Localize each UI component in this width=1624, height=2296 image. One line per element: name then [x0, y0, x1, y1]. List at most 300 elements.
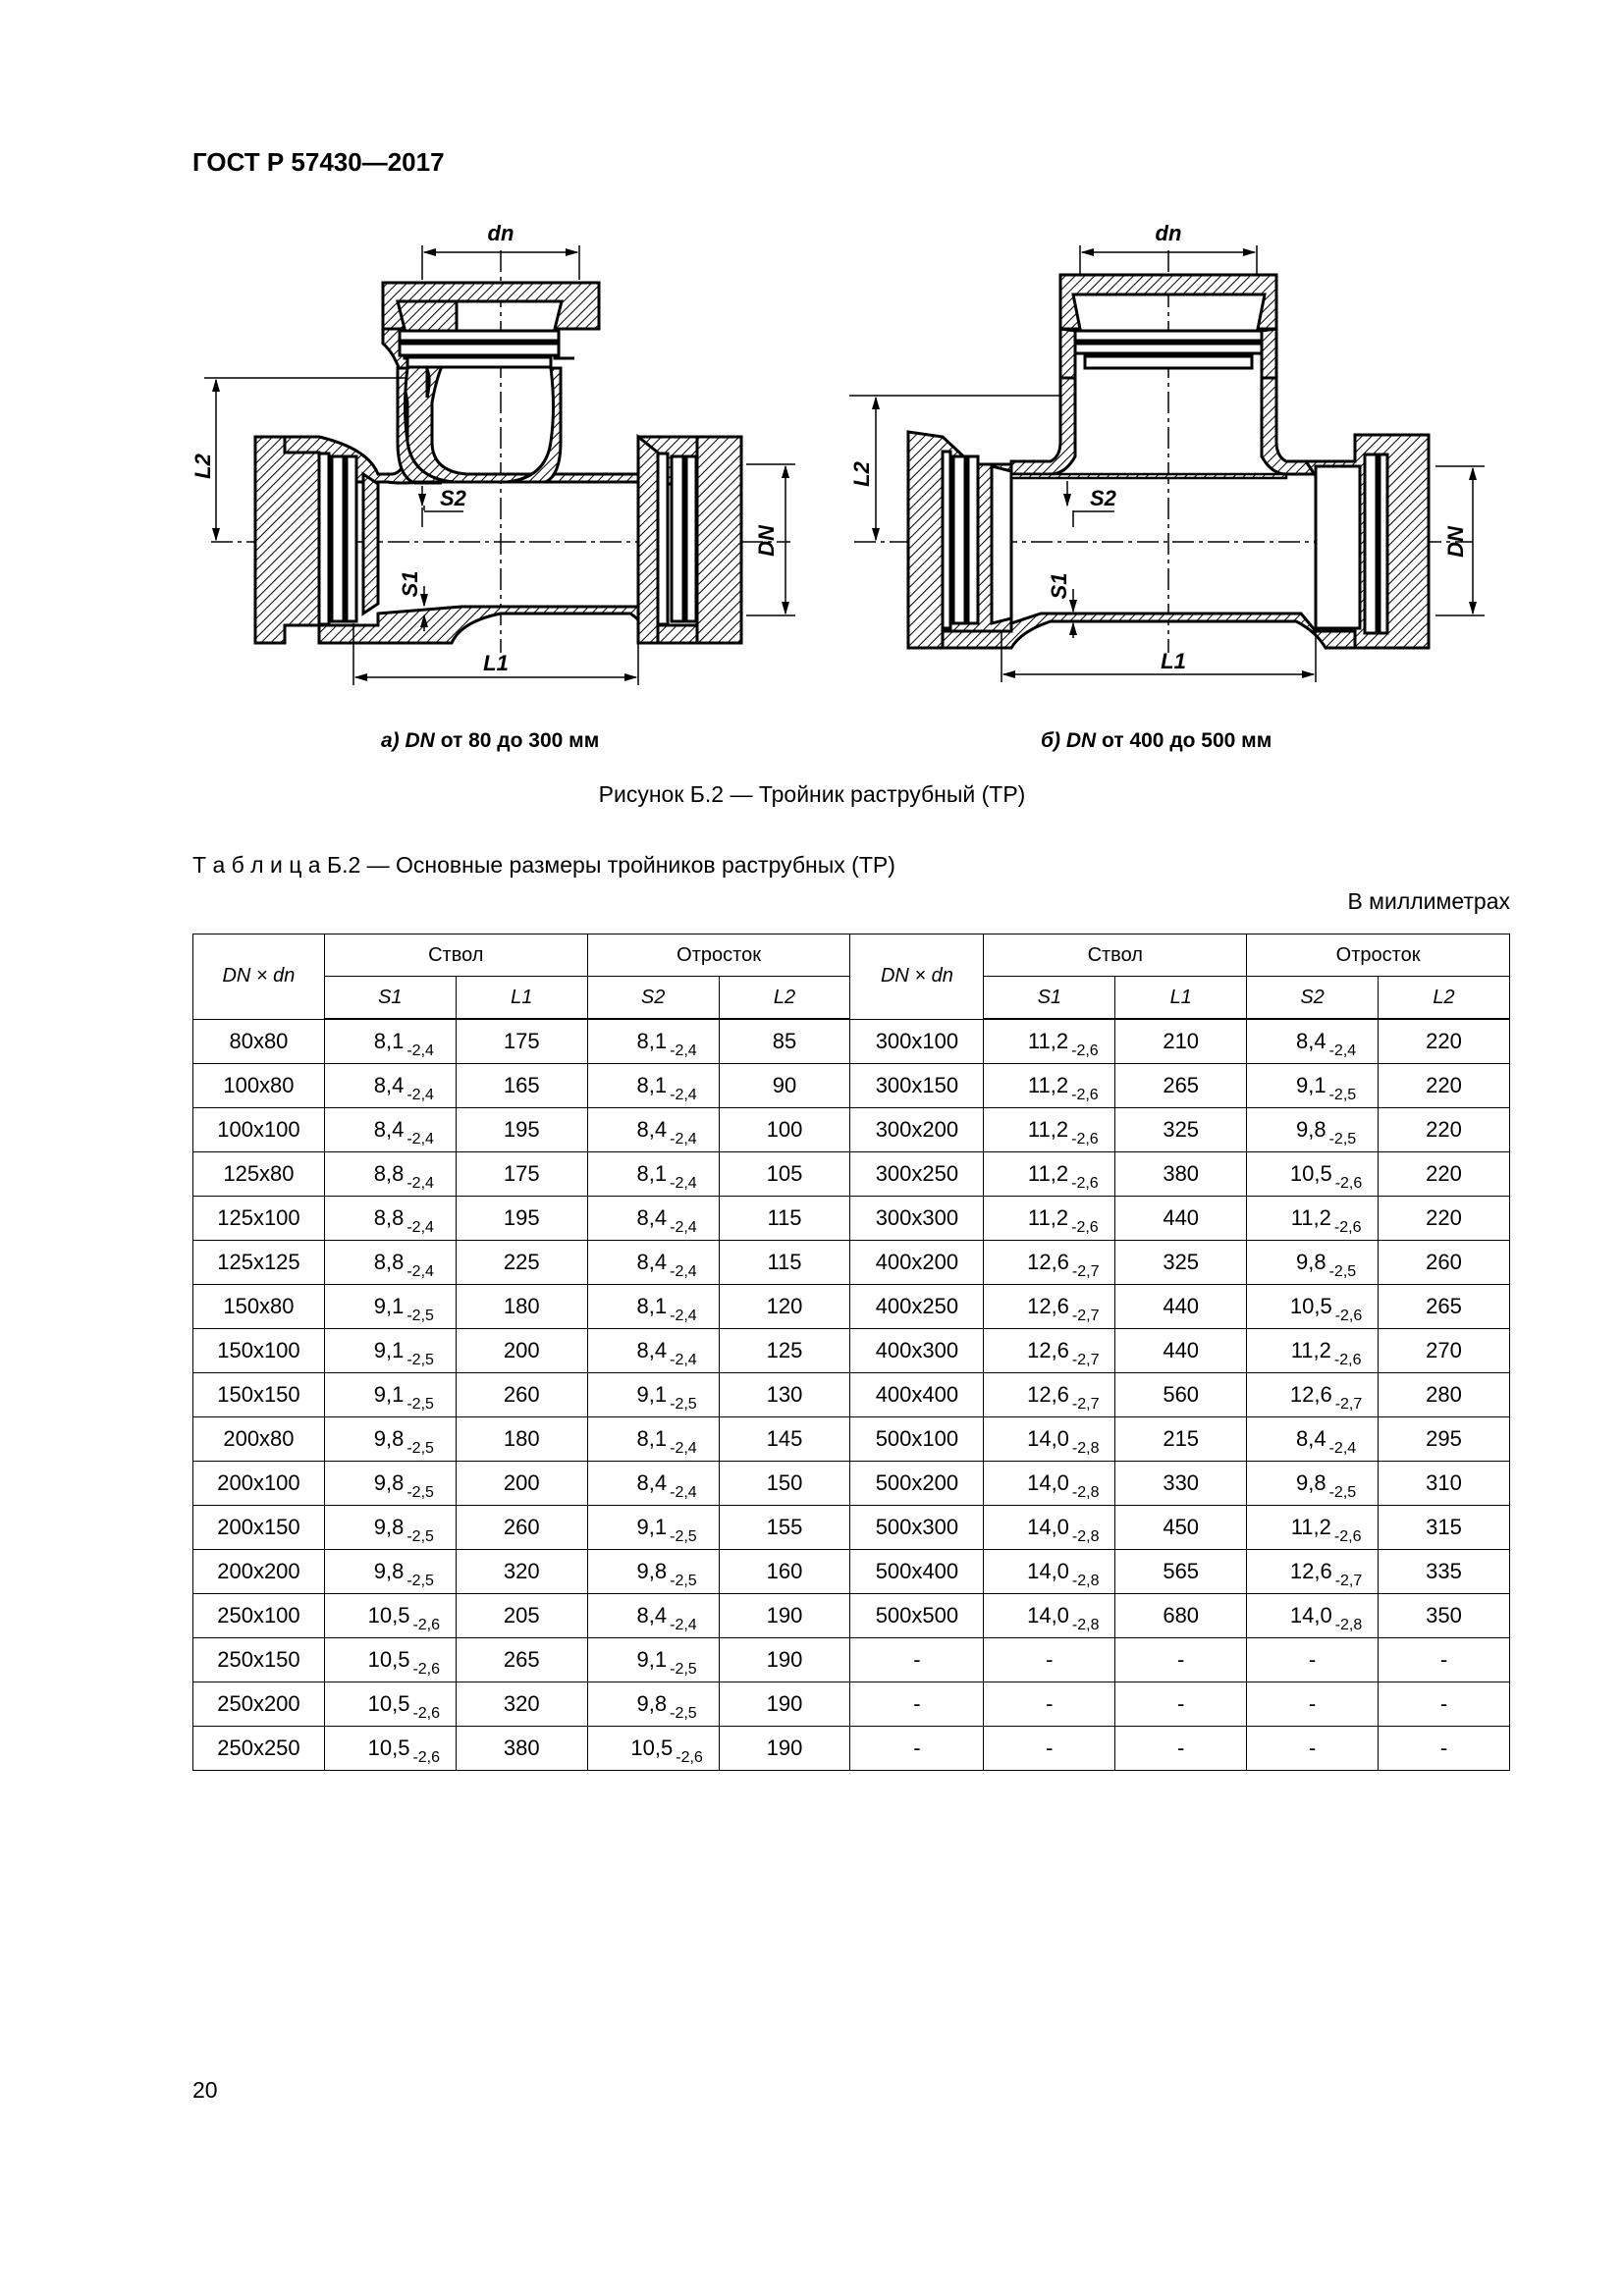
- table-row: [193, 1638, 1510, 1682]
- table-cell: 300x250: [850, 1152, 984, 1197]
- cell-value: 8,4: [636, 1470, 668, 1495]
- cell-tolerance: -2,6: [1334, 1175, 1363, 1192]
- table-cell: [587, 1638, 719, 1682]
- caption-a-dn: DN: [405, 729, 435, 752]
- table-cell: 210: [1115, 1019, 1247, 1064]
- cell-tolerance: -2,6: [1334, 1308, 1363, 1324]
- cell-value: 8,1: [636, 1029, 668, 1053]
- table-cell: 220: [1379, 1152, 1510, 1197]
- cell-value: 14,0: [1027, 1559, 1069, 1583]
- cell-value: 9,8: [373, 1470, 405, 1495]
- table-cell: -: [850, 1727, 984, 1771]
- table-cell: 205: [456, 1594, 587, 1638]
- cell-value: 9,8: [1296, 1250, 1326, 1274]
- table-cell: 125: [719, 1329, 850, 1373]
- cell-value: 9,8: [1296, 1470, 1326, 1495]
- label-s1-b: S1: [1047, 572, 1071, 600]
- cell-value: 10,5: [1289, 1294, 1332, 1318]
- cell-value: 14,0: [1027, 1470, 1069, 1495]
- cell-value: 14,0: [1027, 1515, 1069, 1539]
- cell-tolerance: -2,5: [406, 1573, 434, 1589]
- table-cell: [324, 1329, 456, 1373]
- table-cell: 265: [1379, 1285, 1510, 1329]
- cell-tolerance: -2,7: [1071, 1352, 1100, 1368]
- header-dn-x-dn-right: DN × dn: [850, 934, 984, 1020]
- table-cell: -: [1247, 1727, 1379, 1771]
- table-cell: 200x200: [193, 1550, 325, 1594]
- table-cell: 195: [456, 1197, 587, 1241]
- table-cell: [1247, 1373, 1379, 1417]
- table-cell: 320: [456, 1682, 587, 1727]
- cell-tolerance: -2,4: [670, 1087, 697, 1103]
- cell-tolerance: -2,8: [1071, 1484, 1100, 1501]
- table-cell: [324, 1417, 456, 1462]
- table-cell: 300x100: [850, 1019, 984, 1064]
- table-cell: [324, 1727, 456, 1771]
- table-cell: 85: [719, 1019, 850, 1064]
- cell-value: 8,4: [636, 1338, 668, 1362]
- table-cell: 500x400: [850, 1550, 984, 1594]
- header-s1-left: S1: [324, 977, 456, 1020]
- table-cell: [1247, 1152, 1379, 1197]
- technical-drawing: [190, 221, 1502, 721]
- table-cell: 335: [1379, 1550, 1510, 1594]
- table-row: [193, 1241, 1510, 1285]
- label-s2-b: S2: [1090, 486, 1116, 510]
- caption-b: [1041, 729, 1272, 753]
- table-cell: 680: [1115, 1594, 1247, 1638]
- table-cell: -: [984, 1727, 1115, 1771]
- table-cell: [324, 1550, 456, 1594]
- table-cell: 150: [719, 1462, 850, 1506]
- header-stvol-right: Ствол: [984, 934, 1247, 977]
- table-cell: [587, 1462, 719, 1506]
- table-cell: [984, 1462, 1115, 1506]
- cell-value: 12,6: [1027, 1338, 1069, 1362]
- label-l1-a: L1: [483, 651, 509, 675]
- tee-drawings: [190, 221, 1502, 721]
- table-cell: 115: [719, 1241, 850, 1285]
- table-cell: 400x300: [850, 1329, 984, 1373]
- header-otrostok-left: Отросток: [587, 934, 850, 977]
- cell-tolerance: -2,7: [1071, 1263, 1100, 1280]
- table-row: [193, 1594, 1510, 1638]
- header-l2-right: L2: [1379, 977, 1510, 1020]
- table-cell: [324, 1064, 456, 1108]
- cell-tolerance: -2,7: [1071, 1308, 1100, 1324]
- table-cell: 200: [456, 1462, 587, 1506]
- table-cell: 265: [456, 1638, 587, 1682]
- table-cell: -: [1379, 1638, 1510, 1682]
- cell-value: 8,4: [636, 1205, 668, 1230]
- table-cell: [1247, 1108, 1379, 1152]
- table-cell: 125x100: [193, 1197, 325, 1241]
- cell-tolerance: -2,5: [406, 1396, 434, 1413]
- table-cell: 260: [456, 1373, 587, 1417]
- table-cell: 440: [1115, 1285, 1247, 1329]
- cell-tolerance: -2,6: [1071, 1175, 1099, 1192]
- table-cell: 175: [456, 1019, 587, 1064]
- table-cell: 215: [1115, 1417, 1247, 1462]
- table-row: [193, 1064, 1510, 1108]
- table-cell: 280: [1379, 1373, 1510, 1417]
- header-dn-x-dn-left: DN × dn: [193, 934, 325, 1020]
- table-cell: 220: [1379, 1108, 1510, 1152]
- cell-tolerance: -2,4: [670, 1617, 697, 1633]
- table-cell: [1247, 1462, 1379, 1506]
- table-row: [193, 1682, 1510, 1727]
- table-cell: [1247, 1594, 1379, 1638]
- caption-b-text: от 400 до 500 мм: [1096, 729, 1272, 752]
- table-cell: 190: [719, 1682, 850, 1727]
- table-cell: 250x250: [193, 1727, 325, 1771]
- table-cell: [1247, 1506, 1379, 1550]
- table-cell: [324, 1241, 456, 1285]
- table-row: [193, 1727, 1510, 1771]
- cell-value: 9,1: [373, 1294, 405, 1318]
- table-row: [193, 1373, 1510, 1417]
- table-cell: [587, 1506, 719, 1550]
- table-cell: 125x80: [193, 1152, 325, 1197]
- cell-value: 12,6: [1289, 1382, 1332, 1407]
- label-dn-big-b: DN: [1443, 526, 1468, 558]
- table-cell: 220: [1379, 1019, 1510, 1064]
- cell-tolerance: -2,6: [1071, 1219, 1099, 1236]
- table-row: [193, 1108, 1510, 1152]
- cell-tolerance: -2,5: [670, 1528, 697, 1545]
- table-cell: 565: [1115, 1550, 1247, 1594]
- cell-tolerance: -2,8: [1071, 1440, 1100, 1457]
- cell-value: 8,4: [1296, 1426, 1326, 1451]
- cell-value: 8,1: [373, 1029, 405, 1053]
- cell-value: 8,1: [636, 1294, 668, 1318]
- table-cell: 130: [719, 1373, 850, 1417]
- table-cell: [587, 1727, 719, 1771]
- table-cell: -: [984, 1682, 1115, 1727]
- table-cell: 100x80: [193, 1064, 325, 1108]
- table-row: [193, 1197, 1510, 1241]
- table-cell: [324, 1462, 456, 1506]
- table-cell: 500x500: [850, 1594, 984, 1638]
- cell-value: 9,8: [373, 1559, 405, 1583]
- table-cell: 115: [719, 1197, 850, 1241]
- cell-tolerance: -2,4: [1328, 1440, 1357, 1457]
- cell-tolerance: -2,4: [406, 1087, 434, 1103]
- table-cell: 320: [456, 1550, 587, 1594]
- cell-tolerance: -2,4: [670, 1484, 697, 1501]
- cell-tolerance: -2,5: [406, 1528, 434, 1545]
- cell-tolerance: -2,4: [406, 1175, 434, 1192]
- cell-tolerance: -2,6: [412, 1705, 441, 1722]
- table-cell: [984, 1152, 1115, 1197]
- table-cell: 300x300: [850, 1197, 984, 1241]
- cell-value: 8,8: [373, 1205, 405, 1230]
- table-cell: [984, 1108, 1115, 1152]
- table-cell: [984, 1594, 1115, 1638]
- table-cell: 220: [1379, 1197, 1510, 1241]
- caption-b-dn: DN: [1065, 729, 1097, 752]
- table-cell: [1247, 1019, 1379, 1064]
- cell-tolerance: -2,4: [1328, 1042, 1357, 1059]
- table-cell: [1247, 1417, 1379, 1462]
- table-cell: 225: [456, 1241, 587, 1285]
- header-stvol-left: Ствол: [324, 934, 587, 977]
- table-cell: 380: [456, 1727, 587, 1771]
- table-cell: -: [984, 1638, 1115, 1682]
- cell-tolerance: -2,4: [670, 1352, 697, 1368]
- table-cell: 175: [456, 1152, 587, 1197]
- label-l1-b: L1: [1161, 649, 1186, 673]
- cell-tolerance: -2,4: [406, 1042, 434, 1059]
- cell-value: 10,5: [367, 1691, 410, 1716]
- table-cell: [324, 1108, 456, 1152]
- cell-value: 11,2: [1027, 1161, 1069, 1186]
- caption-a-text: от 80 до 300 мм: [434, 729, 600, 752]
- cell-value: 14,0: [1027, 1426, 1069, 1451]
- table-cell: [984, 1550, 1115, 1594]
- cell-tolerance: -2,6: [1333, 1528, 1362, 1545]
- table-cell: 315: [1379, 1506, 1510, 1550]
- table-cell: [984, 1329, 1115, 1373]
- cell-tolerance: -2,8: [1071, 1573, 1100, 1589]
- cell-tolerance: -2,8: [1334, 1617, 1363, 1633]
- table-cell: 195: [456, 1108, 587, 1152]
- cell-value: 9,8: [373, 1515, 405, 1539]
- cell-value: 8,1: [636, 1426, 668, 1451]
- cell-tolerance: -2,6: [412, 1749, 441, 1766]
- table-cell: 260: [1379, 1241, 1510, 1285]
- header-s2-left: S2: [587, 977, 719, 1020]
- table-cell: 180: [456, 1417, 587, 1462]
- cell-tolerance: -2,5: [406, 1440, 434, 1457]
- caption-b-prefix: б): [1041, 729, 1066, 752]
- table-cell: -: [1115, 1638, 1247, 1682]
- table-cell: 200x80: [193, 1417, 325, 1462]
- table-title: Т а б л и ц а Б.2 — Основные размеры тройников раструбных (ТР): [192, 852, 895, 878]
- cell-tolerance: -2,6: [1333, 1219, 1362, 1236]
- table-cell: 150x100: [193, 1329, 325, 1373]
- table-cell: [984, 1506, 1115, 1550]
- header-l2-left: L2: [719, 977, 850, 1020]
- cell-value: 9,8: [636, 1559, 668, 1583]
- cell-value: 9,1: [373, 1382, 405, 1407]
- table-cell: [324, 1594, 456, 1638]
- table-cell: 400x400: [850, 1373, 984, 1417]
- cell-value: 9,8: [1296, 1117, 1326, 1142]
- table-cell: 330: [1115, 1462, 1247, 1506]
- cell-value: 12,6: [1027, 1294, 1069, 1318]
- drawing-b: [849, 221, 1485, 682]
- table-cell: 180: [456, 1285, 587, 1329]
- cell-value: 8,4: [636, 1117, 668, 1142]
- label-dn-big-a: DN: [754, 525, 779, 557]
- table-cell: [1247, 1329, 1379, 1373]
- cell-tolerance: -2,4: [670, 1440, 697, 1457]
- table-cell: -: [1115, 1727, 1247, 1771]
- cell-tolerance: -2,4: [670, 1219, 697, 1236]
- table-cell: [324, 1285, 456, 1329]
- cell-tolerance: -2,7: [1334, 1396, 1363, 1413]
- table-cell: 295: [1379, 1417, 1510, 1462]
- header-s2-right: S2: [1247, 977, 1379, 1020]
- cell-value: 11,2: [1027, 1029, 1069, 1053]
- table-cell: [587, 1550, 719, 1594]
- cell-value: 9,1: [373, 1338, 405, 1362]
- table-cell: 325: [1115, 1108, 1247, 1152]
- table-row: [193, 1417, 1510, 1462]
- table-row: [193, 1506, 1510, 1550]
- table-cell: -: [1379, 1682, 1510, 1727]
- table-cell: [587, 1019, 719, 1064]
- table-cell: -: [1115, 1682, 1247, 1727]
- cell-tolerance: -2,5: [1328, 1131, 1357, 1148]
- table-row: [193, 1550, 1510, 1594]
- cell-value: 9,1: [636, 1382, 668, 1407]
- table-row: [193, 1152, 1510, 1197]
- cell-value: 8,1: [636, 1161, 668, 1186]
- table-cell: [324, 1373, 456, 1417]
- table-cell: 200: [456, 1329, 587, 1373]
- cell-value: 9,1: [636, 1647, 668, 1672]
- table-cell: 500x100: [850, 1417, 984, 1462]
- table-cell: 190: [719, 1727, 850, 1771]
- table-body: [193, 1019, 1510, 1771]
- table-cell: 155: [719, 1506, 850, 1550]
- table-cell: 500x200: [850, 1462, 984, 1506]
- table-cell: 260: [456, 1506, 587, 1550]
- header-l1-left: L1: [456, 977, 587, 1020]
- cell-value: 14,0: [1027, 1603, 1069, 1628]
- table-cell: [587, 1064, 719, 1108]
- cell-value: 14,0: [1289, 1603, 1332, 1628]
- table-cell: 400x200: [850, 1241, 984, 1285]
- cell-tolerance: -2,8: [1071, 1528, 1100, 1545]
- cell-tolerance: -2,4: [670, 1131, 697, 1148]
- cell-value: 10,5: [630, 1735, 674, 1760]
- cell-value: 12,6: [1027, 1250, 1069, 1274]
- cell-value: 10,5: [1289, 1161, 1332, 1186]
- table-cell: [587, 1329, 719, 1373]
- drawing-a: [190, 221, 795, 685]
- cell-value: 10,5: [367, 1647, 410, 1672]
- table-cell: [1247, 1285, 1379, 1329]
- table-cell: [324, 1197, 456, 1241]
- cell-value: 11,2: [1027, 1117, 1069, 1142]
- cell-value: 8,4: [636, 1603, 668, 1628]
- cell-value: 8,4: [373, 1117, 405, 1142]
- cell-tolerance: -2,5: [1328, 1484, 1357, 1501]
- table-cell: [984, 1197, 1115, 1241]
- cell-tolerance: -2,5: [670, 1705, 697, 1722]
- table-cell: 250x100: [193, 1594, 325, 1638]
- cell-tolerance: -2,6: [1071, 1087, 1099, 1103]
- cell-tolerance: -2,5: [406, 1484, 434, 1501]
- cell-value: 9,1: [636, 1515, 668, 1539]
- cell-tolerance: -2,4: [670, 1175, 697, 1192]
- label-l2-a: L2: [190, 454, 215, 479]
- cell-value: 9,8: [373, 1426, 405, 1451]
- cell-tolerance: -2,5: [406, 1308, 434, 1324]
- table-cell: 100: [719, 1108, 850, 1152]
- table-cell: [324, 1019, 456, 1064]
- table-row: [193, 1329, 1510, 1373]
- table-cell: 190: [719, 1638, 850, 1682]
- cell-tolerance: -2,8: [1071, 1617, 1100, 1633]
- header-otrostok-right: Отросток: [1247, 934, 1510, 977]
- cell-tolerance: -2,6: [412, 1661, 441, 1678]
- table-cell: 120: [719, 1285, 850, 1329]
- cell-value: 8,1: [636, 1073, 668, 1097]
- label-dn-b: dn: [1155, 221, 1182, 245]
- cell-tolerance: -2,4: [670, 1308, 697, 1324]
- table-cell: [587, 1373, 719, 1417]
- table-cell: [587, 1594, 719, 1638]
- cell-tolerance: -2,5: [406, 1352, 434, 1368]
- label-s1-a: S1: [398, 570, 422, 598]
- table-cell: 440: [1115, 1329, 1247, 1373]
- cell-tolerance: -2,4: [406, 1263, 434, 1280]
- header-l1-right: L1: [1115, 977, 1247, 1020]
- cell-value: 10,5: [367, 1603, 410, 1628]
- cell-tolerance: -2,4: [670, 1042, 697, 1059]
- table-cell: 440: [1115, 1197, 1247, 1241]
- table-cell: 270: [1379, 1329, 1510, 1373]
- table-cell: 300x150: [850, 1064, 984, 1108]
- table-cell: -: [1379, 1727, 1510, 1771]
- table-cell: -: [1247, 1682, 1379, 1727]
- table-cell: 105: [719, 1152, 850, 1197]
- table-cell: 100x100: [193, 1108, 325, 1152]
- table-cell: [587, 1152, 719, 1197]
- table-cell: 90: [719, 1064, 850, 1108]
- cell-tolerance: -2,4: [406, 1131, 434, 1148]
- table-row: [193, 1462, 1510, 1506]
- table-cell: [984, 1373, 1115, 1417]
- label-dn-a: dn: [487, 221, 514, 245]
- page-number: 20: [192, 2077, 218, 2103]
- cell-value: 11,2: [1290, 1515, 1331, 1539]
- table-cell: 80x80: [193, 1019, 325, 1064]
- table-cell: 190: [719, 1594, 850, 1638]
- table-cell: 325: [1115, 1241, 1247, 1285]
- dimensions-table: [192, 934, 1510, 1771]
- table-cell: [984, 1019, 1115, 1064]
- cell-tolerance: -2,5: [670, 1661, 697, 1678]
- cell-value: 11,2: [1290, 1205, 1331, 1230]
- header-s1-right: S1: [984, 977, 1115, 1020]
- cell-tolerance: -2,4: [670, 1263, 697, 1280]
- table-cell: 310: [1379, 1462, 1510, 1506]
- table-cell: [324, 1682, 456, 1727]
- caption-a-prefix: а): [381, 729, 406, 752]
- cell-value: 10,5: [367, 1735, 410, 1760]
- cell-tolerance: -2,5: [1328, 1263, 1357, 1280]
- table-cell: [587, 1285, 719, 1329]
- cell-value: 9,8: [636, 1691, 668, 1716]
- cell-tolerance: -2,5: [670, 1396, 697, 1413]
- document-header: ГОСТ Р 57430—2017: [192, 147, 445, 177]
- table-cell: [324, 1152, 456, 1197]
- table-cell: [587, 1197, 719, 1241]
- cell-tolerance: -2,4: [406, 1219, 434, 1236]
- table-cell: [587, 1108, 719, 1152]
- cell-tolerance: -2,6: [1071, 1042, 1099, 1059]
- table-cell: 145: [719, 1417, 850, 1462]
- table-cell: [587, 1682, 719, 1727]
- cell-value: 8,4: [1296, 1029, 1326, 1053]
- cell-value: 8,8: [373, 1250, 405, 1274]
- table-cell: 150x80: [193, 1285, 325, 1329]
